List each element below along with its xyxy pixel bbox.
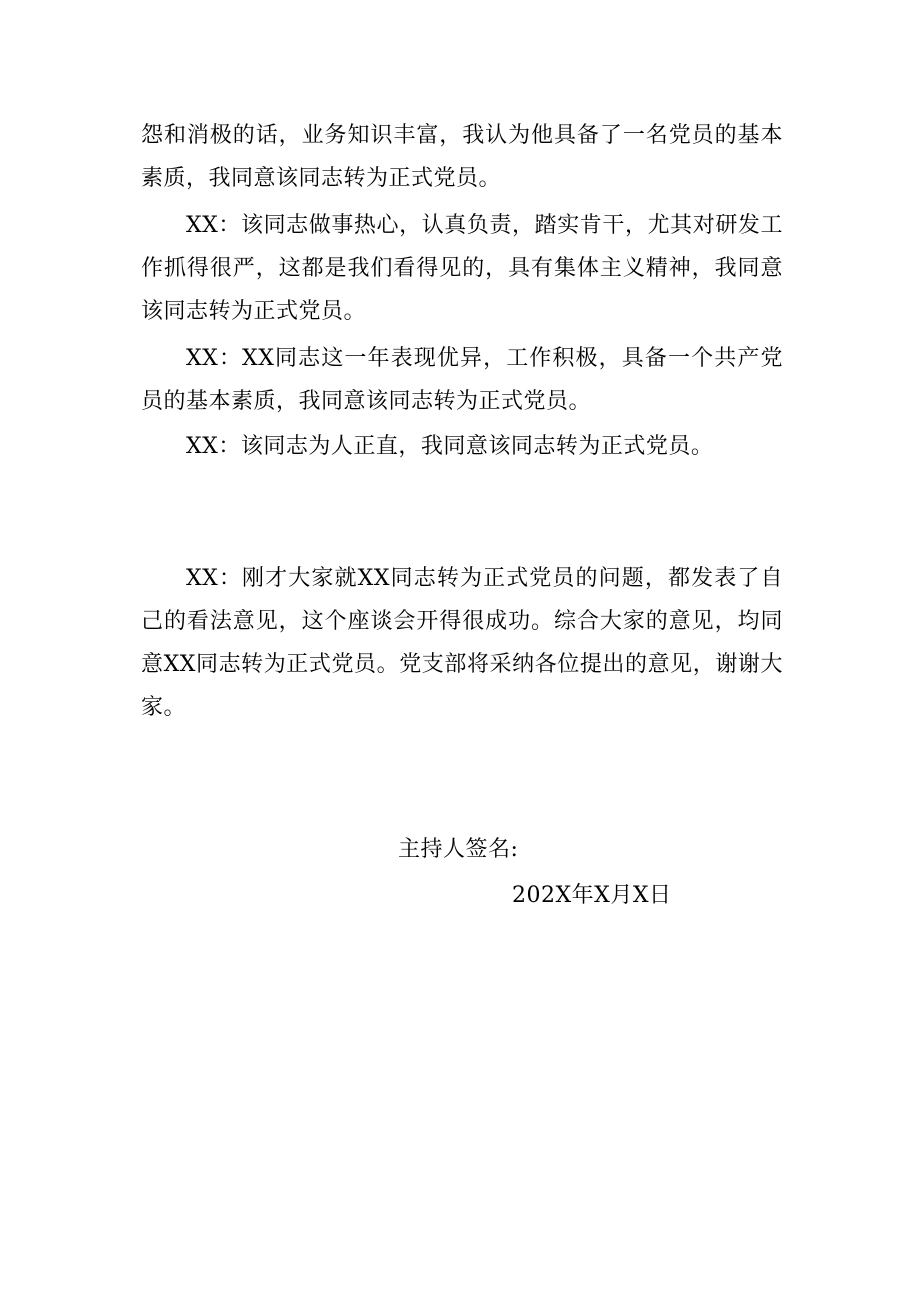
host-signature-label: 主持人签名: bbox=[398, 837, 519, 862]
paragraph-continuation: 怨和消极的话，业务知识丰富，我认为他具备了一名党员的基本素质，我同意该同志转为正式党员。 bbox=[141, 123, 783, 191]
paragraph-comment-4: XX：该同志为人正直，我同意该同志转为正式党员。 bbox=[186, 434, 714, 459]
signature-date: 202X年X月X日 bbox=[512, 883, 672, 908]
paragraph-comment-2: XX：该同志做事热心，认真负责，踏实肯干，尤其对研发工作抓得很严，这都是我们看得见的，具有集体主义精神，我同意该同志转为正式党员。 bbox=[141, 213, 783, 324]
paragraph-summary: XX：刚才大家就XX同志转为正式党员的问题，都发表了自己的看法意见，这个座谈会开得很成功。综合大家的意见，均同意XX同志转为正式党员。党支部将采纳各位提出的意见，谢谢大家。 bbox=[141, 566, 783, 720]
paragraph-comment-3: XX：XX同志这一年表现优异，工作积极，具备一个共产党员的基本素质，我同意该同志转为正式党员。 bbox=[141, 346, 783, 414]
